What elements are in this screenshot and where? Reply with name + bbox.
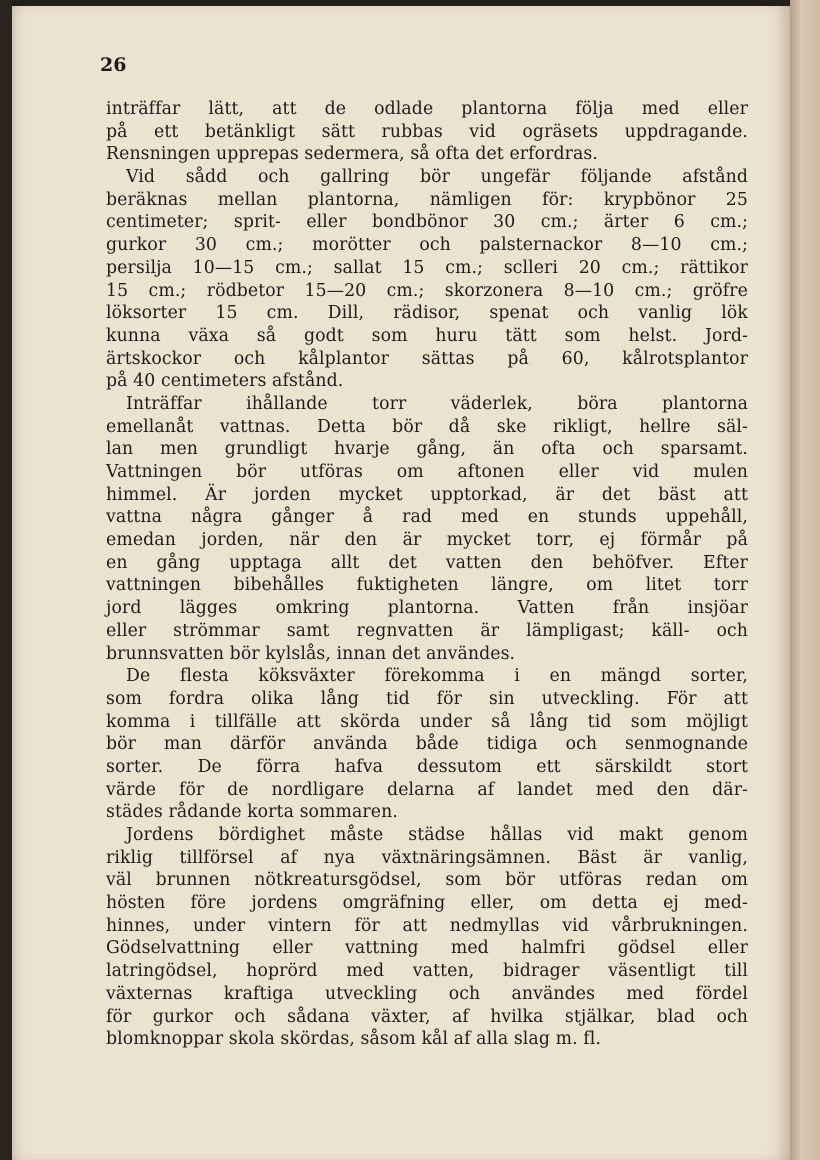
text-line: en gång upptaga allt det vatten den behöfver. Efter — [106, 552, 748, 573]
text-line: som fordra olika lång tid för sin utveckling. För att — [106, 688, 748, 709]
text-line: himmel. Är jorden mycket upptorkad, är det bäst att — [106, 484, 748, 505]
body-text — [106, 98, 748, 1051]
text-line: växternas kraftiga utveckling och användes med fördel — [106, 983, 748, 1004]
text-line: Jordens bördighet måste städse hållas vid makt genom — [126, 825, 748, 845]
text-line: värde för de nordligare delarna af landet med den där- — [106, 779, 748, 800]
text-line: löksorter 15 cm. Dill, rädisor, spenat och vanlig lök — [106, 303, 748, 324]
text-line: komma i tillfälle att skörda under så lång tid som möjligt — [106, 711, 748, 732]
text-line: hinnes, under vintern för att nedmyllas vid vårbrukningen. — [106, 915, 748, 936]
text-line: Vattningen bör utföras om aftonen eller vid mulen — [106, 462, 748, 482]
text-line: beräknas mellan plantorna, nämligen för: krypbönor 25 — [106, 189, 748, 210]
text-line: De flesta köksväxter förekomma i en mängd sorter, — [126, 666, 748, 687]
text-line: latringödsel, hoprörd med vatten, bidrager väsentligt till — [106, 961, 748, 982]
text-line: Vid sådd och gallring bör ungefär följande afstånd — [126, 167, 748, 188]
book-page — [12, 6, 790, 1160]
next-page-edge — [790, 0, 820, 1160]
text-line: sorter. De förra hafva dessutom ett särskildt stort — [106, 756, 748, 777]
text-line: lan men grundligt hvarje gång, än ofta och sparsamt. — [106, 439, 748, 460]
text-line: inträffar lätt, att de odlade plantorna följa med eller — [106, 99, 748, 119]
text-line: på ett betänkligt sätt rubbas vid ogräsets uppdragande. — [106, 121, 748, 142]
text-line: jord lägges omkring plantorna. Vatten från insjöar — [106, 598, 748, 619]
text-line: ärtskockor och kålplantor sättas på 60, kålrotsplantor — [106, 348, 748, 369]
text-line: Inträffar ihållande torr väderlek, böra plantorna — [126, 393, 748, 414]
text-line: väl brunnen nötkreatursgödsel, som bör utföras redan om — [106, 870, 748, 891]
text-line: hösten före jordens omgräfning eller, om detta ej med- — [106, 893, 748, 914]
text-line: persilja 10—15 cm.; sallat 15 cm.; sclleri 20 cm.; rättikor — [106, 257, 748, 278]
background-edge-left — [0, 0, 12, 1160]
text-line: för gurkor och sådana växter, af hvilka stjälkar, blad och — [106, 1006, 748, 1027]
text-line: emellanåt vattnas. Detta bör då ske rikligt, hellre säl- — [106, 416, 748, 437]
text-line: gurkor 30 cm.; morötter och palsternackor 8—10 cm.; — [106, 235, 748, 256]
text-line: centimeter; sprit- eller bondbönor 30 cm.; ärter 6 cm.; — [106, 212, 748, 233]
text-line: Rensningen upprepas sedermera, så ofta det erfordras. — [106, 144, 598, 165]
text-line: kunna växa så godt som huru tätt som helst. Jord- — [106, 325, 748, 346]
text-line: vattna några gånger å rad med en stunds uppehåll, — [106, 507, 748, 528]
text-line: Gödselvattning eller vattning med halmfri gödsel eller — [106, 938, 748, 959]
text-line: städes rådande korta sommaren. — [106, 802, 398, 823]
text-line: brunnsvatten bör kylslås, innan det användes. — [106, 643, 516, 664]
text-line: emedan jorden, när den är mycket torr, ej förmår på — [106, 530, 748, 551]
text-line: vattningen bibehålles fuktigheten längre, om litet torr — [106, 575, 748, 596]
text-line: bör man därför använda både tidiga och senmognande — [106, 734, 748, 755]
text-line: blomknoppar skola skördas, såsom kål af alla slag m. fl. — [106, 1029, 601, 1050]
text-line: riklig tillförsel af nya växtnäringsämnen. Bäst är vanlig, — [106, 847, 748, 868]
page-number: 26 — [100, 54, 127, 76]
text-line: 15 cm.; rödbetor 15—20 cm.; skorzonera 8—10 cm.; gröfre — [106, 280, 748, 301]
text-line: eller strömmar samt regnvatten är lämpligast; käll- och — [106, 620, 748, 641]
text-line: på 40 centimeters afstånd. — [106, 371, 344, 392]
